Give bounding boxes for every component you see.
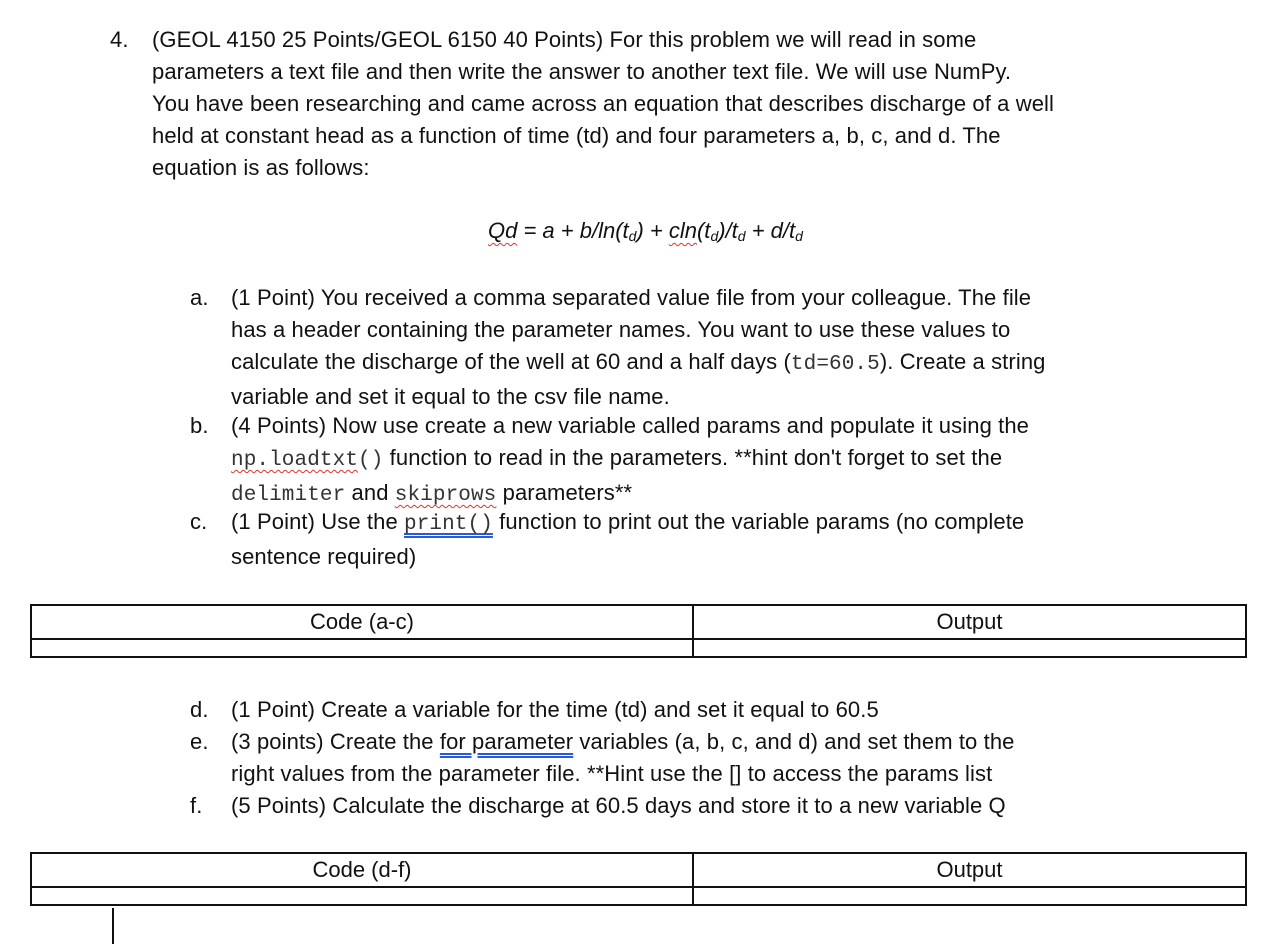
item-line: variable and set it equal to the csv file name. <box>231 384 670 409</box>
text-cursor <box>112 908 114 944</box>
equation-qd: Qd <box>488 218 518 243</box>
inline-code: () <box>358 449 384 472</box>
item-line: (5 Points) Calculate the discharge at 60.5 days and store it to a new variable Q <box>231 793 1006 818</box>
equation-subscript: d <box>628 228 637 244</box>
item-line: (1 Point) You received a comma separated value file from your colleague. The file <box>231 285 1032 310</box>
table-header-code: Code (d-f) <box>31 853 693 887</box>
output-cell[interactable] <box>693 639 1246 657</box>
item-line: np.loadtxt() function to read in the parameters. **hint don't forget to set the <box>231 445 1003 472</box>
question-line: held at constant head as a function of time (td) and four parameters a, b, c, and d. The <box>152 123 1001 148</box>
table-header-output: Output <box>693 853 1246 887</box>
output-cell[interactable] <box>693 887 1246 905</box>
item-line: (1 Point) Use the print() function to print out the variable params (no complete <box>231 509 1025 536</box>
item-letter: b. <box>190 413 209 438</box>
item-line: sentence required) <box>231 544 417 569</box>
equation-subscript: d <box>710 228 719 244</box>
equation-subscript: d <box>737 228 746 244</box>
item-letter: e. <box>190 729 209 754</box>
question-line: parameters a text file and then write the answer to another text file. We will use NumPy. <box>152 59 1012 84</box>
answer-table-abc <box>30 604 1247 658</box>
equation-part: = a + b/ln(t <box>517 218 629 243</box>
discharge-equation <box>488 215 803 252</box>
code-cell[interactable] <box>31 639 693 657</box>
item-letter: c. <box>190 509 208 534</box>
answer-table-def <box>30 852 1247 906</box>
item-line: has a header containing the parameter names. You want to use these values to <box>231 317 1011 342</box>
equation-cln: cln <box>668 218 697 243</box>
inline-code: delimiter <box>231 484 346 507</box>
item-letter: a. <box>190 285 209 310</box>
item-letter: f. <box>190 793 203 818</box>
equation-part: (t <box>696 218 711 243</box>
question-intro <box>152 24 1152 184</box>
equation-subscript: d <box>795 228 803 244</box>
item-line: (1 Point) Create a variable for the time (td) and set it equal to 60.5 <box>231 697 879 722</box>
marked-phrase: for parameter <box>439 729 574 754</box>
equation-part: + d/t <box>745 218 796 243</box>
question-line: equation is as follows: <box>152 155 370 180</box>
equation-part: )/t <box>718 218 738 243</box>
item-line: (4 Points) Now use create a new variable called params and populate it using the <box>231 413 1030 438</box>
table-header-code: Code (a-c) <box>31 605 693 639</box>
item-line: delimiter and skiprows parameters** <box>231 480 633 507</box>
question-line: You have been researching and came across an equation that describes discharge of a well <box>152 91 1055 116</box>
inline-code: skiprows <box>394 484 497 507</box>
item-line: calculate the discharge of the well at 60 and a half days (td=60.5). Create a string <box>231 349 1046 376</box>
question-number: 4. <box>110 27 129 52</box>
table-header-output: Output <box>693 605 1246 639</box>
item-line: (3 points) Create the for parameter variables (a, b, c, and d) and set them to the <box>231 729 1015 754</box>
code-cell[interactable] <box>31 887 693 905</box>
inline-code: td=60.5 <box>790 353 880 376</box>
question-line: (GEOL 4150 25 Points/GEOL 6150 40 Points) For this problem we will read in some <box>152 27 977 52</box>
item-line: right values from the parameter file. **Hint use the [] to access the params list <box>231 761 993 786</box>
item-letter: d. <box>190 697 209 722</box>
inline-code: np.loadtxt <box>231 449 359 472</box>
inline-code: print() <box>404 513 493 536</box>
equation-part: ) + <box>636 218 669 243</box>
